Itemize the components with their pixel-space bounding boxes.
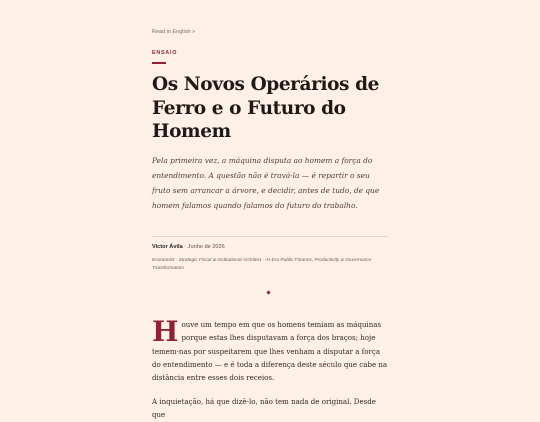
article-title: Os Novos Operários de Ferro e o Futuro do Homem — [152, 74, 379, 142]
section-rule — [152, 62, 166, 64]
section-label: ENSAIO — [152, 50, 178, 56]
author-roles: Economist · Strategic Fiscal & Institutional Architect · AI-Era Public Finance, Productivity & Governance Transformation — [152, 258, 372, 271]
byline — [152, 244, 388, 250]
byline-separator: · — [182, 244, 188, 250]
body-paragraph-1 — [152, 315, 390, 384]
publish-date: Junho de 2026 — [187, 244, 225, 250]
drop-cap: H — [152, 315, 179, 348]
read-in-english-link[interactable]: Read in English » — [152, 29, 196, 35]
diamond-icon — [266, 290, 270, 294]
author-name: Victor Ávila — [152, 244, 183, 250]
body-paragraph-2: A inquietação, há que dizê-lo, não tem nada de original. Desde que — [152, 397, 376, 420]
byline-divider — [152, 236, 388, 237]
paragraph-text: ouve um tempo em que os homens temiam as máquinas porque estas lhes disputavam a força dos braços; hoje temem-nas por suspeitarem que lhes venham a disputar a força do entendimento — e é toda a diferença deste século que cabe na distância entre esses dois receios. — [152, 320, 388, 383]
article-dek: Pela primeira vez, a máquina disputa ao homem a força do entendimento. A questão não é travá-la — é repartir o seu fruto sem arrancar a árvore, e decidir, antes de tudo, de que homem falamos quando falamos do futuro do trabalho. — [152, 156, 380, 211]
